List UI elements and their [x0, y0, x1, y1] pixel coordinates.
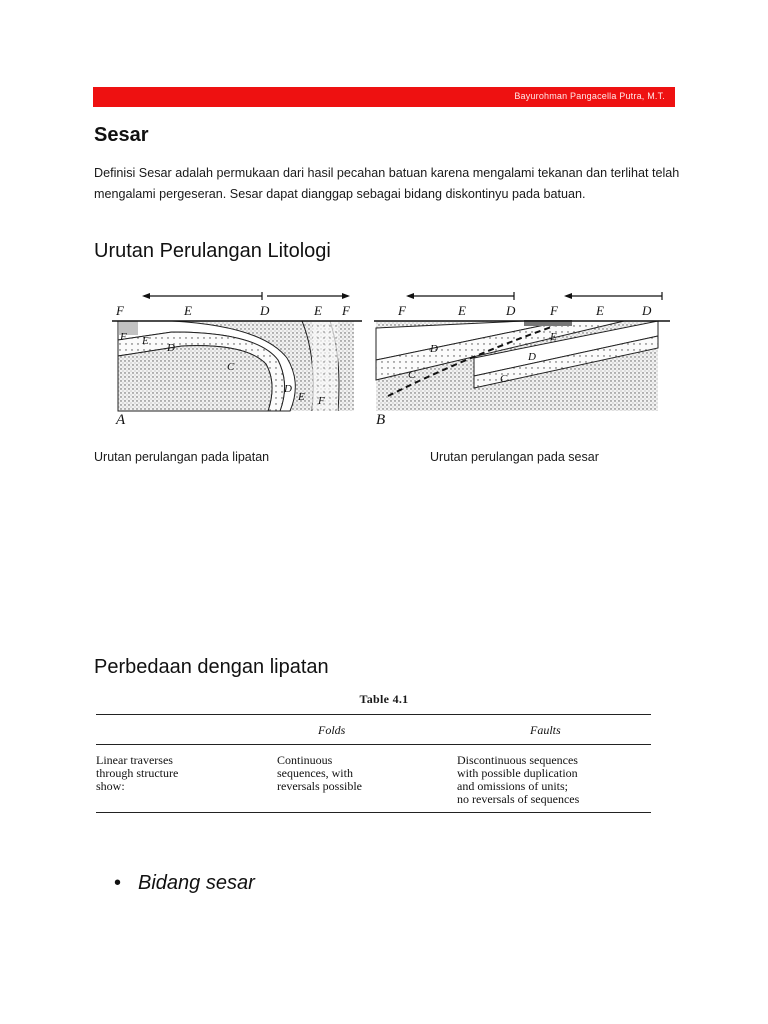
bullet-item: [114, 872, 255, 895]
definition-paragraph: Definisi Sesar adalah permukaan dari hasil pecahan batuan karena mengalami tekanan dan terlihat telah mengalami pergeseran. Sesar dapat dianggap sebagai bidang diskontinyu pada batuan.: [94, 166, 680, 201]
header-bar: [93, 87, 675, 107]
caption-fault: Urutan perulangan pada sesar: [430, 450, 599, 464]
fold-core-c: [118, 346, 272, 411]
fold-top-label: E: [184, 303, 192, 318]
fold-top-label: F: [116, 303, 124, 318]
fault-top-label: D: [506, 303, 516, 318]
subheading-perbedaan: Perbedaan dengan lipatan: [94, 656, 329, 678]
bullet-icon: •: [114, 872, 122, 894]
table-header-faults: Faults: [530, 723, 561, 737]
fault-layer-label: D: [430, 343, 438, 355]
fault-top-label: E: [596, 303, 604, 318]
table-title: Table 4.1: [359, 692, 409, 706]
fault-layer-label: C: [408, 369, 416, 381]
fault-panel-label: B: [376, 412, 386, 428]
fold-layer-label: E: [298, 391, 305, 403]
fold-top-label: D: [260, 303, 270, 318]
table-header-folds: Folds: [318, 723, 346, 737]
figure-fault-diagram: [374, 288, 670, 430]
fold-top-label: E: [314, 303, 322, 318]
fold-layer-label: D: [284, 383, 292, 395]
fold-panel-label: A: [116, 412, 126, 428]
fault-top-label: D: [642, 303, 652, 318]
subheading-urutan: Urutan Perulangan Litologi: [94, 240, 331, 262]
table-rule-mid: [96, 744, 651, 745]
fold-layer-label: F: [318, 395, 325, 407]
fold-layer-label: F: [120, 331, 127, 343]
fault-top-label: F: [550, 303, 558, 318]
fault-layer-label: E: [550, 331, 557, 343]
fold-layer-label: C: [227, 361, 235, 373]
table-cell-faults: Discontinuous sequences with possible duplication and omissions of units; no reversals of sequences: [457, 753, 580, 806]
table-cell-folds: Continuous sequences, with reversals possible: [277, 753, 362, 793]
fault-layer-label: D: [528, 351, 536, 363]
table-rule-top: [96, 714, 651, 715]
fault-layer-label: C: [500, 373, 508, 385]
caption-fold: Urutan perulangan pada lipatan: [94, 450, 270, 464]
fold-top-label: F: [342, 303, 350, 318]
fold-layer-label: D: [167, 342, 175, 354]
figure-fold-diagram: [112, 288, 362, 430]
header-author: Bayurohman Pangacella Putra, M.T.: [514, 91, 665, 101]
fault-top-label: E: [458, 303, 466, 318]
table-rule-bottom: [96, 812, 651, 813]
fold-layer-label: E: [142, 335, 149, 347]
fault-top-label: F: [398, 303, 406, 318]
section-title: Sesar: [94, 124, 149, 146]
bullet-text: Bidang sesar: [138, 872, 255, 894]
table-row-label: Linear traverses through structure show:: [96, 753, 179, 793]
